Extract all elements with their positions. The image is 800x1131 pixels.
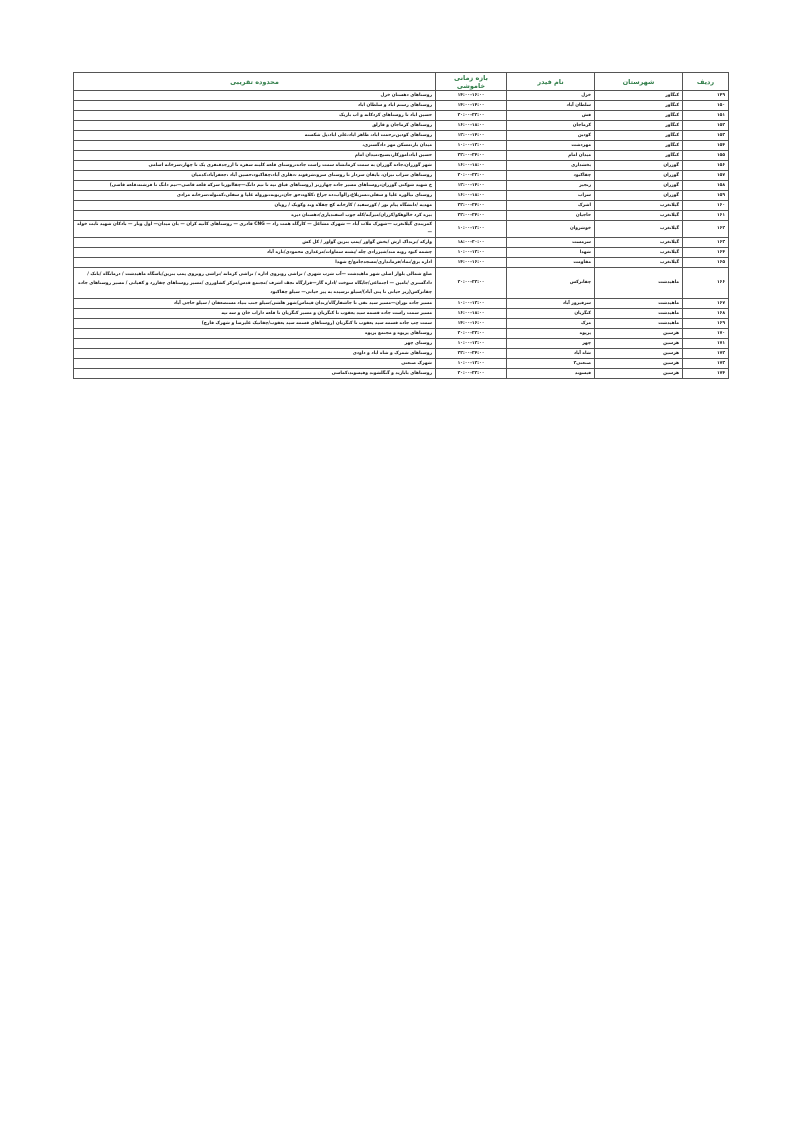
cell-row-number: ۱۵۸ (683, 181, 729, 191)
cell-approximate-area: ضلع شمالی بلوار اصلی شهر ماهیدشت —آب شرب شهری / تراشی روبروی اداره / تراشی کرمانه /تراشی روبروی پمپ بنزین/پاسگاه ماهیدشت / درمانگاه /بانک /دادگستری /تامین — اجتماعی/جایگاه سوخت /اداره گاز—قرارگاه نجف اشرف /مجتمع قدس/مرکز کشاورزی /مسیر روستاهای چقازرد و کفیانی / مسیر روستاهای جاده چقاترکس(زیر حیاتی تا پنی آباد)/سیلو نرسیده به پیر حیاتی— سیلو چقاکبود (74, 268, 436, 299)
cell-row-number: ۱۵۰ (683, 101, 729, 111)
cell-row-number: ۱۶۱ (683, 211, 729, 221)
cell-outage-time: ۲۰:۰۰-۲۲:۰۰ (436, 329, 507, 339)
cell-feeder-name: اشرک (507, 201, 595, 211)
cell-row-number: ۱۵۹ (683, 191, 729, 201)
cell-outage-time: ۲۰:۰۰-۲۲:۰۰ (436, 111, 507, 121)
cell-county: کنگاور (595, 111, 683, 121)
cell-feeder-name: شهدا (507, 248, 595, 258)
cell-approximate-area: خ شهید شوکتی گوزران،روستاهای مسیر جاده چهاززبر (روستاهای قباق تپه تا تیم دانگ—چقاابوزتا سرکه قلعه قاضی—تیم دانگ تا فرشته،قلعه قاضی) (74, 181, 436, 191)
table-row (74, 349, 729, 359)
cell-county: کنگاور (595, 131, 683, 141)
cell-outage-time: ۲۰:۰۰-۲۲:۰۰ (436, 171, 507, 181)
cell-outage-time: ۱۴:۰۰-۱۴:۰۰ (436, 101, 507, 111)
header-feeder-name: نام فیدر (507, 73, 595, 91)
cell-outage-time: ۱۶:۰۰-۱۸:۰۰ (436, 121, 507, 131)
cell-row-number: ۱۷۳ (683, 359, 729, 369)
cell-feeder-name: زنجیر (507, 181, 595, 191)
cell-approximate-area: مسیر سمت راست جاده قسمه سید یعقوب تا کنگریان و مسیر کنگریان تا قلعه داراب خان و سه تپه (74, 309, 436, 319)
cell-row-number: ۱۵۲ (683, 121, 729, 131)
cell-outage-time: ۲۰:۰۰-۲۲:۰۰ (436, 268, 507, 299)
cell-outage-time: ۲۲:۰۰-۲۴:۰۰ (436, 151, 507, 161)
cell-feeder-name: شاه آباد (507, 349, 595, 359)
cell-row-number: ۱۷۲ (683, 349, 729, 359)
cell-approximate-area: روستاهای کودین،رحمت اباد، طاهر اباد،علی اباد،پل شکسته (74, 131, 436, 141)
table-row (74, 211, 729, 221)
cell-outage-time: ۲۰:۰۰-۲۲:۰۰ (436, 369, 507, 379)
cell-county: گیلانغرب (595, 248, 683, 258)
cell-approximate-area: کمربندی گیلانغرب —شهرک ملات آباد — شهرک مشاغل — کارگاه همت زاد — CNG قادری — روستاهای کانیه کران — بان میدان— اول وبار — بادکان شهید ثابت خواه — (74, 221, 436, 238)
cell-approximate-area: روستاهای رستم اباد و سلطان اباد (74, 101, 436, 111)
cell-county: گیلانغرب (595, 211, 683, 221)
header-outage-time: بازه زمانی خاموشی (436, 73, 507, 91)
table-row (74, 238, 729, 248)
cell-approximate-area: روستاهای بابازید و گنگلشوند وفیسوند،کماسی (74, 369, 436, 379)
cell-row-number: ۱۶۶ (683, 268, 729, 299)
cell-county: گوزران (595, 191, 683, 201)
cell-row-number: ۱۶۲ (683, 221, 729, 238)
cell-approximate-area: حسین اباد تا روستاهای کردکانه و اب باریک (74, 111, 436, 121)
cell-feeder-name: سلطان آباد (507, 101, 595, 111)
table-row (74, 111, 729, 121)
table-row (74, 191, 729, 201)
cell-approximate-area: سمت چپ جاده قسمه سید یعقوب تا کنگریان (روستاهای قسمه سید یعقوب/چقانیک علیرضا و شهرک قارچ) (74, 319, 436, 329)
cell-feeder-name: سرمست (507, 238, 595, 248)
cell-row-number: ۱۵۵ (683, 151, 729, 161)
cell-approximate-area: اداره برق/نماد/فرمانداری/مسجدجامع/خ شهدا (74, 258, 436, 268)
cell-approximate-area: چشمه کبود روبه مند/شیرزادی چله /پشته سماوات/مرغداری محمودی/تازه آباد (74, 248, 436, 258)
cell-outage-time: ۱۰:۰۰-۱۲:۰۰ (436, 248, 507, 258)
cell-approximate-area: شهرک صنعتی (74, 359, 436, 369)
cell-approximate-area: روستای چهر (74, 339, 436, 349)
table-row (74, 329, 729, 339)
cell-outage-time: ۱۸:۰۰-۲۰:۰۰ (436, 238, 507, 248)
cell-row-number: ۱۵۱ (683, 111, 729, 121)
cell-county: کنگاور (595, 91, 683, 101)
table-row (74, 359, 729, 369)
cell-approximate-area: مسیر جاده نوران—مسیر سید نقی تا جاشفارگاه/زندان قیماس/شهر هلشی/سیلو جنب بنیاد مستضعفان / سیلو حاجی آباد (74, 299, 436, 309)
cell-row-number: ۱۶۴ (683, 248, 729, 258)
cell-approximate-area: شهر گوزران،جاده گوزران به سمت کرمانشاه سمت راست جاده،روستای قلعه کلینه سفره تا ازرجدقنفری یک تا چهار،سرخانه اسامی (74, 161, 436, 171)
cell-approximate-area: حسین اباد،اموزکار،بسیج،میدان امام (74, 151, 436, 161)
cell-county: گیلانغرب (595, 238, 683, 248)
cell-approximate-area: روستاهای پرپوه و مجتمع پرپوه (74, 329, 436, 339)
cell-row-number: ۱۶۵ (683, 258, 729, 268)
cell-row-number: ۱۶۷ (683, 299, 729, 309)
cell-outage-time: ۱۲:۰۰-۱۴:۰۰ (436, 181, 507, 191)
cell-outage-time: ۱۴:۰۰-۱۶:۰۰ (436, 319, 507, 329)
cell-row-number: ۱۵۷ (683, 171, 729, 181)
cell-approximate-area: روستاهای دهستان خزل (74, 91, 436, 101)
cell-feeder-name: حاجیان (507, 211, 595, 221)
table-row (74, 339, 729, 349)
table-header-row (74, 73, 729, 91)
cell-feeder-name: پرپوه (507, 329, 595, 339)
table-row (74, 201, 729, 211)
cell-feeder-name: سراب (507, 191, 595, 201)
cell-approximate-area: میدان بار،مسکن مهر دادگستری، (74, 141, 436, 151)
cell-feeder-name: صنعتی۲ (507, 359, 595, 369)
table-row (74, 131, 729, 141)
cell-approximate-area: روستای نیالوره علیا و سفلی،نسریلاغ،زالوآب،ده جراغ ،کلاوه،حق جان،ریونه،نوروله علیا و سفلی،کمنوله،سرخانه مرادی (74, 191, 436, 201)
table-row (74, 141, 729, 151)
table-row (74, 151, 729, 161)
cell-feeder-name: بخشداری (507, 161, 595, 171)
table-row (74, 369, 729, 379)
cell-feeder-name: کودین (507, 131, 595, 141)
cell-county: گوزران (595, 161, 683, 171)
table-row (74, 91, 729, 101)
cell-county: گوزران (595, 171, 683, 181)
cell-outage-time: ۲۲:۰۰-۲۴:۰۰ (436, 211, 507, 221)
cell-feeder-name: کنگریان (507, 309, 595, 319)
cell-approximate-area: روستاهای کرماجان و قارلق (74, 121, 436, 131)
cell-outage-time: ۱۰:۰۰-۱۲:۰۰ (436, 141, 507, 151)
cell-county: ماهیدشت (595, 309, 683, 319)
table-row (74, 221, 729, 238)
cell-approximate-area: وارکه /برنداک ارش /بخش گواور /پمپ بنزین گواور / کل کش (74, 238, 436, 248)
cell-approximate-area: مهدیه /دانشگاه پیام نور / کورسفید / کارخانه کچ چقلاه وند وکوبک / رویان (74, 201, 436, 211)
header-approximate-area: محدوده تقریبی (74, 73, 436, 91)
cell-row-number: ۱۷۰ (683, 329, 729, 339)
cell-row-number: ۱۶۹ (683, 319, 729, 329)
cell-feeder-name: چقاکبود (507, 171, 595, 181)
table-row (74, 171, 729, 181)
table-row (74, 268, 729, 299)
cell-feeder-name: مهردشت (507, 141, 595, 151)
table-row (74, 258, 729, 268)
cell-outage-time: ۱۶:۰۰-۱۸:۰۰ (436, 309, 507, 319)
table-row (74, 181, 729, 191)
cell-row-number: ۱۴۹ (683, 91, 729, 101)
cell-feeder-name: چقاترکس (507, 268, 595, 299)
header-county: شهرستان (595, 73, 683, 91)
cell-county: ماهیدشت (595, 319, 683, 329)
cell-outage-time: ۱۰:۰۰-۱۲:۰۰ (436, 299, 507, 309)
cell-county: گیلانغرب (595, 221, 683, 238)
cell-feeder-name: کرماجان (507, 121, 595, 131)
table-row (74, 101, 729, 111)
cell-outage-time: ۱۴:۰۰-۱۶:۰۰ (436, 258, 507, 268)
table-row (74, 161, 729, 171)
cell-feeder-name: خزل (507, 91, 595, 101)
cell-row-number: ۱۵۴ (683, 141, 729, 151)
cell-county: کنگاور (595, 141, 683, 151)
cell-row-number: ۱۷۴ (683, 369, 729, 379)
cell-approximate-area: روستاهای شمرک و شاه اباد و داودی (74, 349, 436, 359)
table-row (74, 299, 729, 309)
cell-outage-time: ۱۶:۰۰-۱۸:۰۰ (436, 161, 507, 171)
cell-county: هرسین (595, 339, 683, 349)
cell-feeder-name: میدان امام (507, 151, 595, 161)
cell-row-number: ۱۶۰ (683, 201, 729, 211)
table-row (74, 121, 729, 131)
cell-county: کنگاور (595, 101, 683, 111)
cell-outage-time: ۱۲:۰۰-۱۴:۰۰ (436, 131, 507, 141)
cell-row-number: ۱۷۱ (683, 339, 729, 349)
cell-feeder-name: مقاومت (507, 258, 595, 268)
table-row (74, 309, 729, 319)
cell-row-number: ۱۶۳ (683, 238, 729, 248)
cell-row-number: ۱۵۶ (683, 161, 729, 171)
cell-county: هرسین (595, 349, 683, 359)
cell-approximate-area: روستاهای سراب نیران، بایقان سردار تا روستای سرو،شرقوند ،دهلری آباد،چقاکبود،حسین آباد ،جعفرآباد،کدمیان (74, 171, 436, 181)
cell-approximate-area: بیره کرد خالوهکو/کرزان/میرآبه/کله جوب اسفندیاری/دهستان دیره (74, 211, 436, 221)
cell-feeder-name: خوشروان (507, 221, 595, 238)
cell-feeder-name: چهر (507, 339, 595, 349)
cell-outage-time: ۱۰:۰۰-۱۲:۰۰ (436, 339, 507, 349)
cell-county: هرسین (595, 369, 683, 379)
cell-county: گوزران (595, 181, 683, 191)
cell-county: ماهیدشت (595, 268, 683, 299)
cell-county: گیلانغرب (595, 201, 683, 211)
table-body (74, 91, 729, 379)
cell-outage-time: ۲۲:۰۰-۲۴:۰۰ (436, 349, 507, 359)
cell-outage-time: ۱۴:۰۰-۱۶:۰۰ (436, 91, 507, 101)
cell-outage-time: ۱۶:۰۰-۱۸:۰۰ (436, 191, 507, 201)
cell-outage-time: ۱۰:۰۰-۱۲:۰۰ (436, 359, 507, 369)
power-outage-schedule-table (73, 72, 729, 379)
cell-row-number: ۱۵۳ (683, 131, 729, 141)
table-row (74, 248, 729, 258)
cell-feeder-name: فش (507, 111, 595, 121)
cell-county: کنگاور (595, 151, 683, 161)
cell-feeder-name: مرک (507, 319, 595, 329)
cell-row-number: ۱۶۸ (683, 309, 729, 319)
header-row-number: ردیف (683, 73, 729, 91)
cell-feeder-name: فیسوند (507, 369, 595, 379)
cell-outage-time: ۱۰:۰۰-۱۲:۰۰ (436, 221, 507, 238)
cell-feeder-name: سرفیروز آباد (507, 299, 595, 309)
cell-county: کنگاور (595, 121, 683, 131)
cell-county: هرسین (595, 329, 683, 339)
cell-county: هرسین (595, 359, 683, 369)
cell-outage-time: ۲۲:۰۰-۲۴:۰۰ (436, 201, 507, 211)
table-row (74, 319, 729, 329)
cell-county: گیلانغرب (595, 258, 683, 268)
cell-county: ماهیدشت (595, 299, 683, 309)
